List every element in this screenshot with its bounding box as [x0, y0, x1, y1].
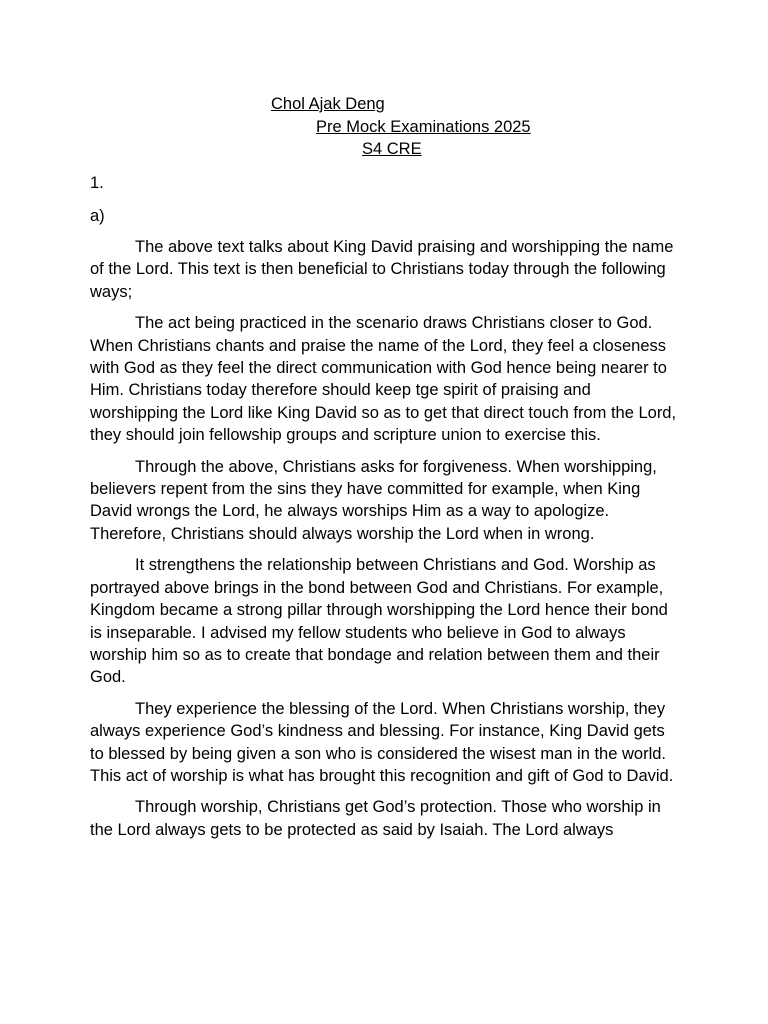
- paragraph-forgiveness: Through the above, Christians asks for forgiveness. When worshipping, believers repent from the sins they have committed for example, when King David wrongs the Lord, he always worships Him as a way to apologize. Therefore, Christians should always worship the Lord when in wrong.: [90, 457, 657, 543]
- paragraph-intro: The above text talks about King David praising and worshipping the name of the Lord. This text is then beneficial to Christians today through the following ways;: [90, 238, 674, 301]
- paragraph-protection: Through worship, Christians get God’s protection. Those who worship in the Lord always gets to be protected as said by Isaiah. The Lord always: [90, 798, 661, 839]
- question-part: a): [90, 207, 105, 225]
- exam-title: Pre Mock Examinations 2025: [316, 118, 531, 136]
- paragraph-relationship: It strengthens the relationship between Christians and God. Worship as portrayed above brings in the bond between God and Christians. For example, Kingdom became a strong pillar through worshipping the Lord hence their bond is inseparable. I advised my fellow students who believe in God to always worship him so as to create that bondage and relation between them and their God.: [90, 556, 668, 687]
- paragraph-closeness: The act being practiced in the scenario draws Christians closer to God. When Christians chants and praise the name of the Lord, they feel a closeness with God as they feel the direct communication with God hence being nearer to Him. Christians today therefore should keep tge spirit of praising and worshipping the Lord like King David so as to get that direct touch from the Lord, they should join fellowship groups and scripture union to exercise this.: [90, 314, 677, 445]
- subject-title: S4 CRE: [362, 140, 422, 158]
- paragraph-blessing: They experience the blessing of the Lord. When Christians worship, they always experience God’s kindness and blessing. For instance, King David gets to blessed by being given a son who is considered the wisest man in the world. This act of worship is what has brought this recognition and gift of God to David.: [90, 699, 674, 785]
- answer-body: [90, 236, 682, 850]
- author-name: Chol Ajak Deng: [271, 95, 385, 113]
- question-number: 1.: [90, 174, 104, 192]
